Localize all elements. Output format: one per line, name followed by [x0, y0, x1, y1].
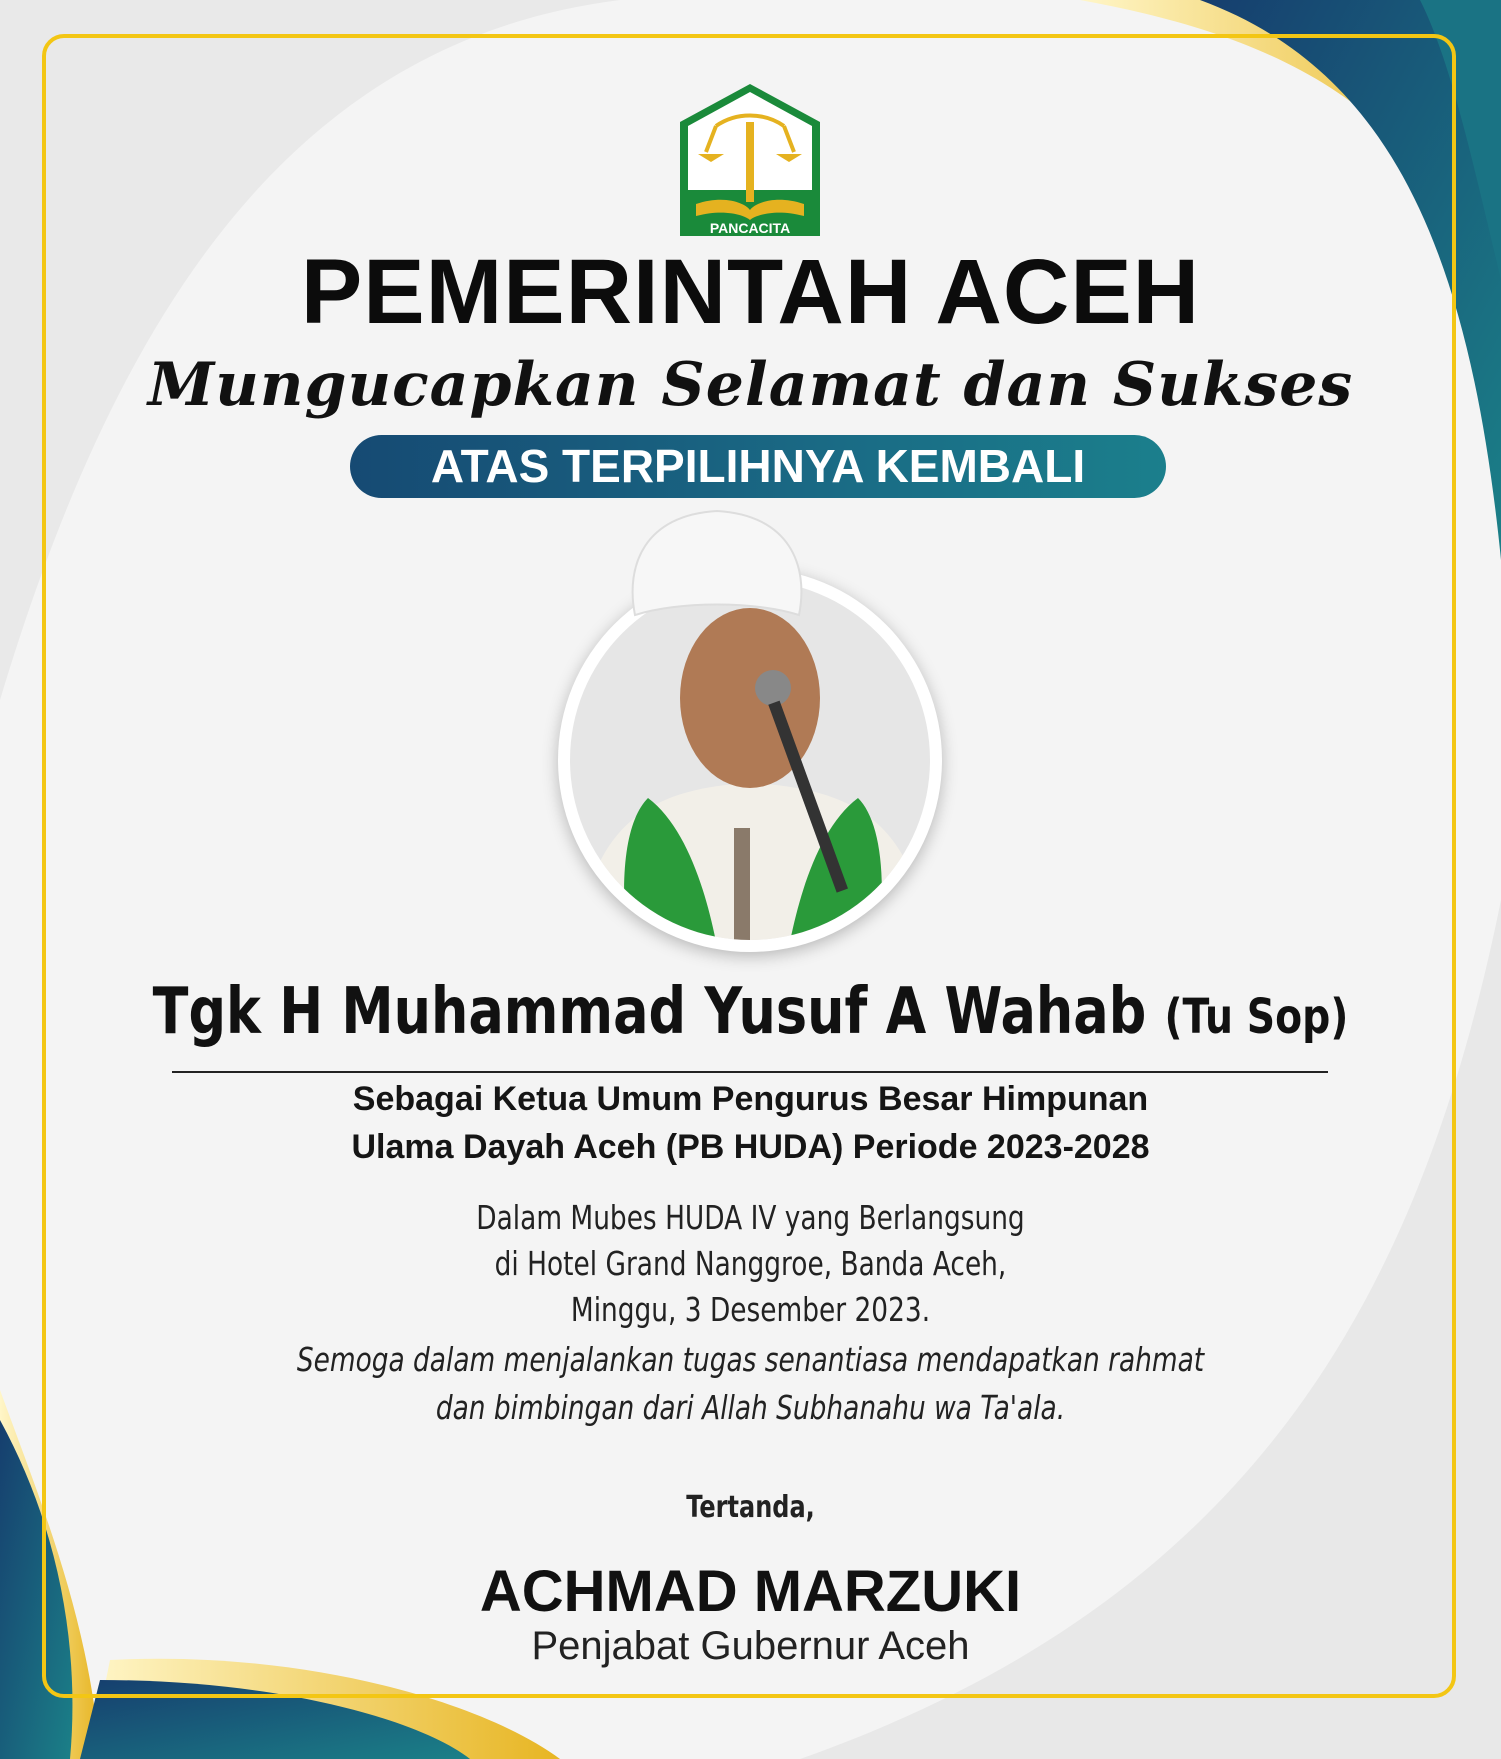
signature-label: Tertanda, — [686, 1490, 815, 1525]
logo-text: PANCACITA — [709, 220, 791, 236]
honoree-name — [135, 975, 1366, 1049]
detail-line-2: di Hotel Grand Nanggroe, Banda Aceh, — [494, 1244, 1007, 1283]
page-title: PEMERINTAH ACEH — [300, 241, 1201, 343]
white-cap — [625, 505, 809, 630]
name-text: Tgk H Muhammad Yusuf A Wahab — [152, 975, 1147, 1049]
greeting-text: Mungucapkan Selamat dan Sukses — [147, 350, 1354, 420]
aceh-emblem-logo — [676, 82, 824, 238]
detail-line-3: Minggu, 3 Desember 2023. — [570, 1290, 931, 1329]
role-line-1: Sebagai Ketua Umum Pengurus Besar Himpunan — [352, 1080, 1149, 1118]
role-line-2: Ulama Dayah Aceh (PB HUDA) Periode 2023-2028 — [351, 1128, 1150, 1166]
divider-line — [172, 1071, 1328, 1073]
prayer-line-2: dan bimbingan dari Allah Subhanahu wa Ta'ala. — [435, 1388, 1066, 1427]
detail-line-1: Dalam Mubes HUDA IV yang Berlangsung — [476, 1198, 1025, 1237]
signatory-position: Penjabat Gubernur Aceh — [531, 1624, 970, 1668]
banner-pill: ATAS TERPILIHNYA KEMBALI — [350, 435, 1166, 498]
signatory-name: ACHMAD MARZUKI — [479, 1559, 1022, 1624]
nickname-text: (Tu Sop) — [1164, 989, 1349, 1045]
prayer-line-1: Semoga dalam menjalankan tugas senantiasa mendapatkan rahmat — [296, 1340, 1205, 1379]
